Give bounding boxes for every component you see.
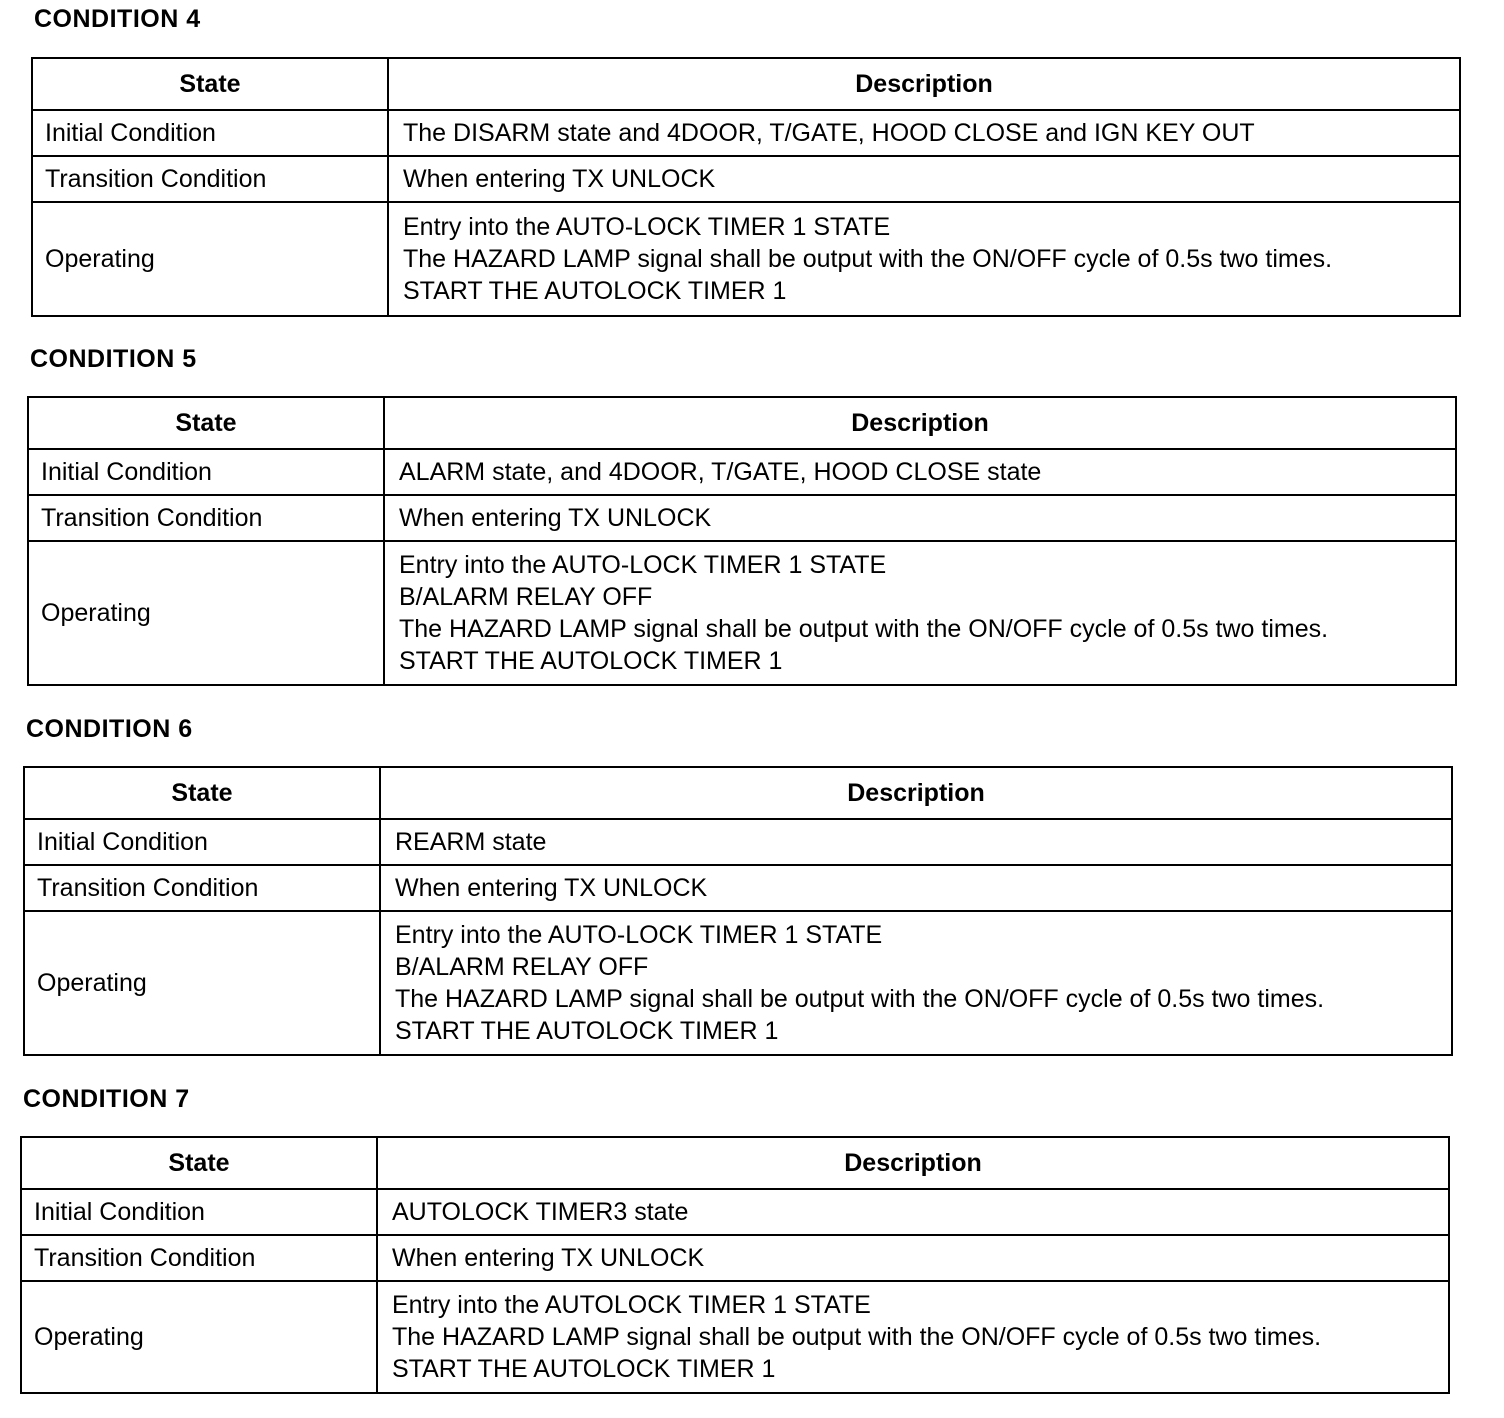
state-cell: Operating [28, 541, 384, 685]
description-line: Entry into the AUTOLOCK TIMER 1 STATE [392, 1291, 871, 1319]
table-row [21, 1189, 1449, 1235]
state-header: State [24, 767, 380, 819]
description-cell: When entering TX UNLOCK [384, 495, 1456, 541]
description-line: B/ALARM RELAY OFF [395, 953, 649, 981]
table-header-row [21, 1137, 1449, 1189]
table-row [32, 110, 1460, 156]
description-line: The HAZARD LAMP signal shall be output with the ON/OFF cycle of 0.5s two times. [403, 245, 1333, 273]
state-cell: Transition Condition [21, 1235, 377, 1281]
description-header: Description [384, 397, 1456, 449]
description-line: Entry into the AUTO-LOCK TIMER 1 STATE [395, 921, 883, 949]
state-cell: Operating [21, 1281, 377, 1393]
description-line: START THE AUTOLOCK TIMER 1 [399, 647, 783, 675]
table-header-row [24, 767, 1452, 819]
state-header: State [32, 58, 388, 110]
table-row [24, 819, 1452, 865]
description-line: Entry into the AUTO-LOCK TIMER 1 STATE [399, 551, 887, 579]
state-cell: Initial Condition [24, 819, 380, 865]
state-cell: Transition Condition [28, 495, 384, 541]
description-cell: ALARM state, and 4DOOR, T/GATE, HOOD CLOSE state [384, 449, 1456, 495]
table-row [28, 541, 1456, 685]
description-cell [377, 1281, 1449, 1393]
description-line: B/ALARM RELAY OFF [399, 583, 653, 611]
state-cell: Operating [32, 202, 388, 316]
table-row [28, 495, 1456, 541]
state-cell: Transition Condition [24, 865, 380, 911]
table-header-row [28, 397, 1456, 449]
condition-title: CONDITION 6 [26, 715, 193, 743]
table-row [28, 449, 1456, 495]
condition-table [31, 57, 1461, 317]
table-row [32, 156, 1460, 202]
condition-table [27, 396, 1457, 686]
condition-table [20, 1136, 1450, 1394]
table-row [21, 1235, 1449, 1281]
table-row [32, 202, 1460, 316]
description-cell [380, 911, 1452, 1055]
table-row [24, 865, 1452, 911]
description-cell: REARM state [380, 819, 1452, 865]
condition-title: CONDITION 4 [34, 5, 201, 33]
table-header-row [32, 58, 1460, 110]
description-line: The HAZARD LAMP signal shall be output with the ON/OFF cycle of 0.5s two times. [399, 615, 1329, 643]
description-line: START THE AUTOLOCK TIMER 1 [392, 1355, 776, 1383]
description-line: Entry into the AUTO-LOCK TIMER 1 STATE [403, 213, 891, 241]
description-header: Description [380, 767, 1452, 819]
description-cell: When entering TX UNLOCK [388, 156, 1460, 202]
description-header: Description [388, 58, 1460, 110]
table-row [24, 911, 1452, 1055]
state-header: State [28, 397, 384, 449]
state-cell: Transition Condition [32, 156, 388, 202]
description-cell: When entering TX UNLOCK [380, 865, 1452, 911]
description-line: START THE AUTOLOCK TIMER 1 [395, 1017, 779, 1045]
state-header: State [21, 1137, 377, 1189]
state-cell: Initial Condition [28, 449, 384, 495]
description-header: Description [377, 1137, 1449, 1189]
description-cell: AUTOLOCK TIMER3 state [377, 1189, 1449, 1235]
description-cell: When entering TX UNLOCK [377, 1235, 1449, 1281]
description-cell [388, 202, 1460, 316]
condition-title: CONDITION 5 [30, 345, 197, 373]
description-cell: The DISARM state and 4DOOR, T/GATE, HOOD CLOSE and IGN KEY OUT [388, 110, 1460, 156]
description-line: The HAZARD LAMP signal shall be output with the ON/OFF cycle of 0.5s two times. [395, 985, 1325, 1013]
description-line: The HAZARD LAMP signal shall be output with the ON/OFF cycle of 0.5s two times. [392, 1323, 1322, 1351]
state-cell: Initial Condition [32, 110, 388, 156]
condition-table [23, 766, 1453, 1056]
table-row [21, 1281, 1449, 1393]
description-line: START THE AUTOLOCK TIMER 1 [403, 277, 787, 305]
description-cell [384, 541, 1456, 685]
state-cell: Operating [24, 911, 380, 1055]
state-cell: Initial Condition [21, 1189, 377, 1235]
condition-title: CONDITION 7 [23, 1085, 190, 1113]
